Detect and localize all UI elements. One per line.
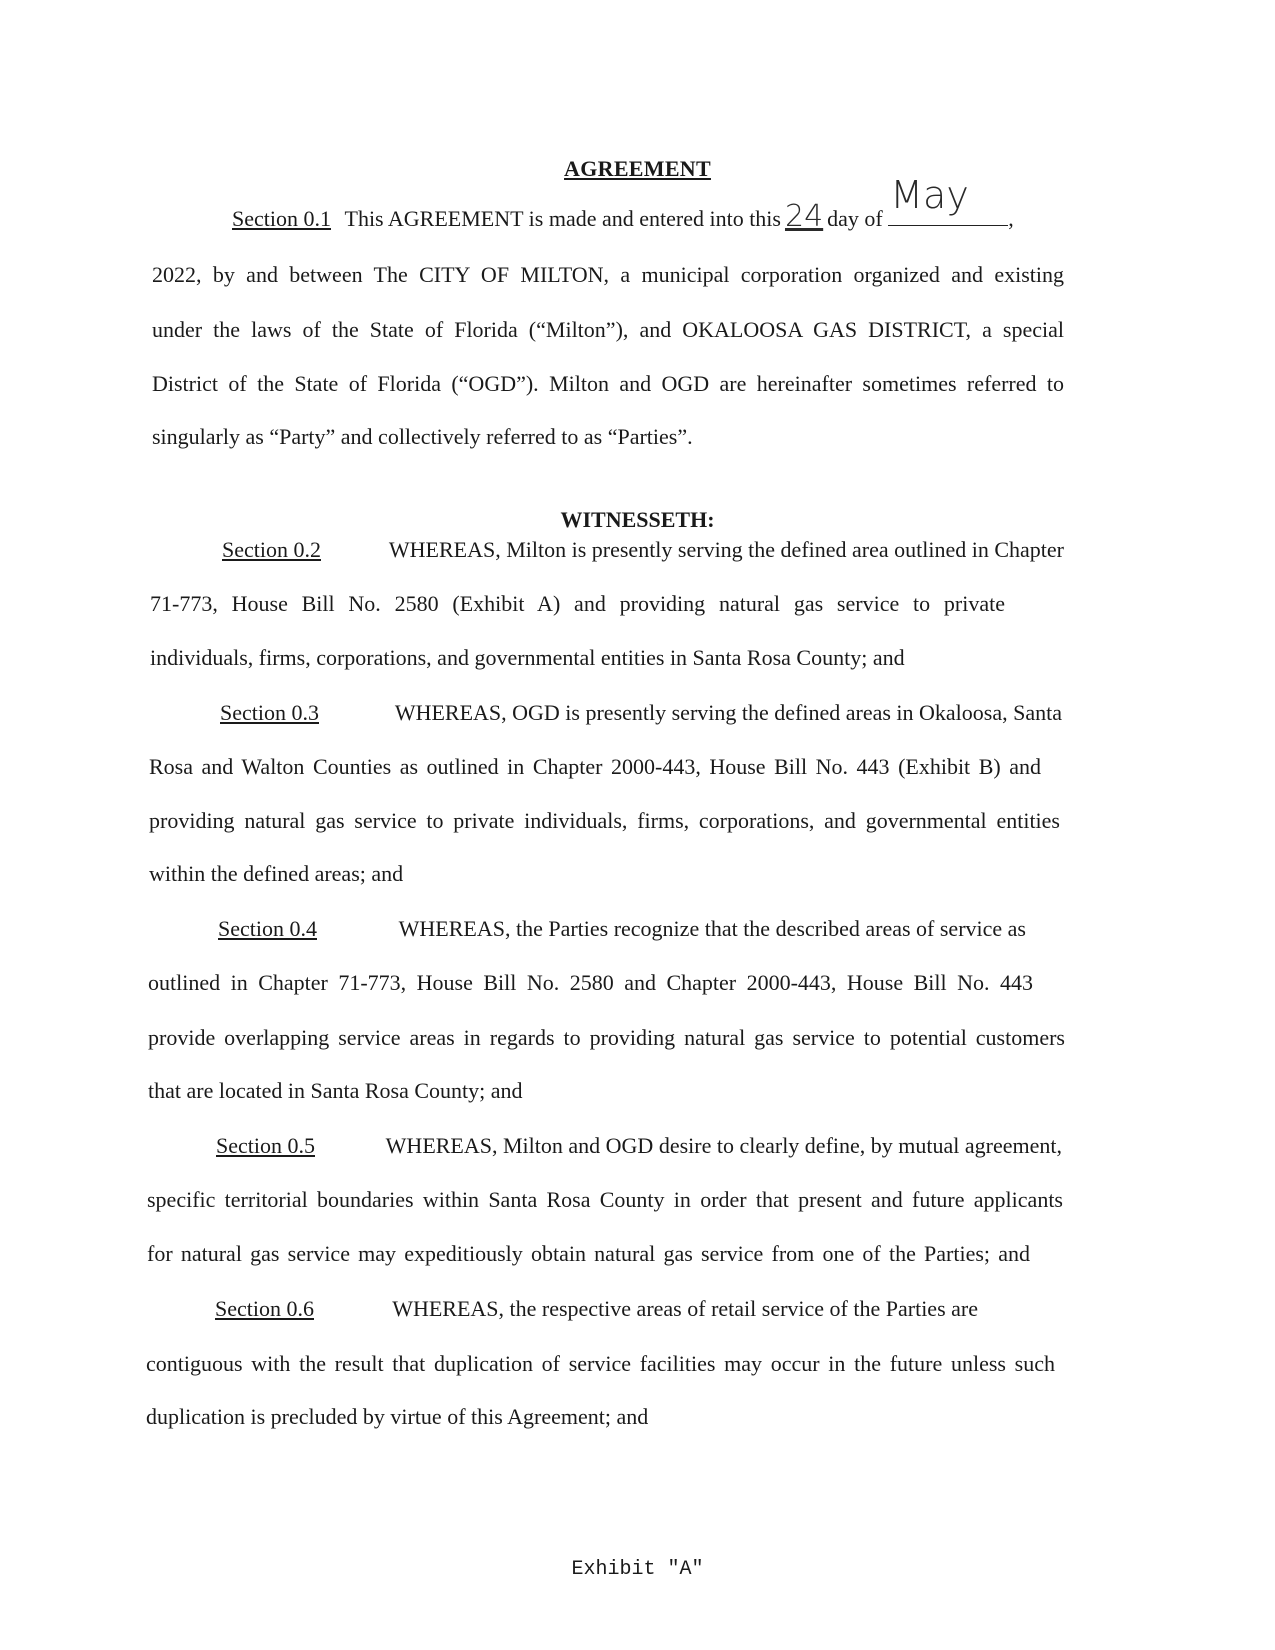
section-0-1-first-line xyxy=(232,173,1072,234)
section-text: WHEREAS, OGD is presently serving the defined areas in Okaloosa, Santa xyxy=(394,700,1062,725)
text-line: outlined in Chapter 71-773, House Bill No. 2580 and Chapter 2000-443, House Bill No. 443 xyxy=(148,970,1033,995)
section-label: Section 0.3 xyxy=(220,700,319,725)
section-text: WHEREAS, Milton is presently serving the defined area outlined in Chapter xyxy=(388,537,1064,562)
text-line: 71-773, House Bill No. 2580 (Exhibit A) and providing natural gas service to private xyxy=(150,591,1005,616)
comma: , xyxy=(1008,206,1014,231)
text-line: for natural gas service may expeditiously obtain natural gas service from one of the Parties; and xyxy=(147,1241,1030,1266)
exhibit-footer: Exhibit "A" xyxy=(571,1558,704,1581)
section-0-4-first-line xyxy=(218,915,1026,943)
handwritten-month: May xyxy=(890,173,969,217)
section-0-6-first-line xyxy=(215,1295,978,1323)
section-text: WHEREAS, Milton and OGD desire to clearly define, by mutual agreement, xyxy=(385,1133,1062,1158)
text-line: that are located in Santa Rosa County; and xyxy=(148,1078,523,1103)
section-text: This AGREEMENT is made and entered into this xyxy=(344,206,781,231)
day-of-text: day of xyxy=(827,206,883,231)
section-label: Section 0.5 xyxy=(216,1133,315,1158)
text-line: contiguous with the result that duplication of service facilities may occur in the future unless such xyxy=(146,1351,1055,1376)
text-line: duplication is precluded by virtue of this Agreement; and xyxy=(146,1404,649,1429)
text-line: providing natural gas service to private individuals, firms, corporations, and governmental entities xyxy=(149,808,1060,833)
text-line: District of the State of Florida (“OGD”). Milton and OGD are hereinafter sometimes referred to xyxy=(152,371,1064,396)
text-line: provide overlapping service areas in regards to providing natural gas service to potential customers xyxy=(148,1025,1065,1050)
section-0-5-first-line xyxy=(216,1132,1062,1160)
text-line: specific territorial boundaries within Santa Rosa County in order that present and future applicants xyxy=(147,1187,1063,1212)
text-line: individuals, firms, corporations, and governmental entities in Santa Rosa County; and xyxy=(150,645,905,670)
text-line: within the defined areas; and xyxy=(149,861,404,886)
section-text: WHEREAS, the respective areas of retail service of the Parties are xyxy=(392,1296,978,1321)
section-label: Section 0.6 xyxy=(215,1296,314,1321)
section-text: WHEREAS, the Parties recognize that the described areas of service as xyxy=(398,916,1026,941)
text-line: under the laws of the State of Florida (“Milton”), and OKALOOSA GAS DISTRICT, a special xyxy=(152,317,1064,342)
section-label: Section 0.1 xyxy=(232,206,331,231)
page-title: AGREEMENT xyxy=(564,156,711,181)
month-fill-line xyxy=(888,173,1008,226)
witnesseth-heading: WITNESSETH: xyxy=(560,507,715,532)
section-0-3-first-line xyxy=(220,699,1062,727)
section-0-2-first-line xyxy=(222,536,1064,564)
text-line: Rosa and Walton Counties as outlined in Chapter 2000-443, House Bill No. 443 (Exhibit B) and xyxy=(149,754,1041,779)
section-label: Section 0.2 xyxy=(222,537,321,562)
text-line: 2022, by and between The CITY OF MILTON, a municipal corporation organized and existing xyxy=(152,262,1064,287)
handwritten-day: 24 xyxy=(784,199,824,234)
text-line: singularly as “Party” and collectively referred to as “Parties”. xyxy=(152,424,693,449)
section-label: Section 0.4 xyxy=(218,916,317,941)
